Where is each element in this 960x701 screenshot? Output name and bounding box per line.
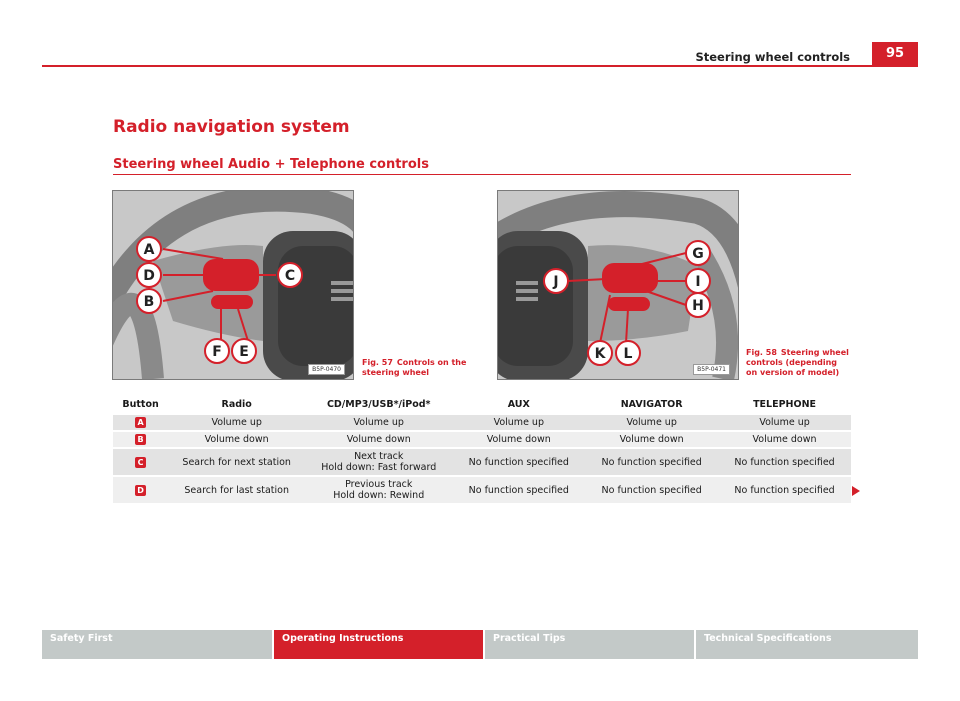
footer-tab-operating-instructions[interactable]: Operating Instructions [274, 630, 483, 659]
footer-tab-practical-tips[interactable]: Practical Tips [485, 630, 694, 659]
cell-tel: No function specified [718, 448, 851, 476]
cell-nav: No function specified [585, 476, 718, 504]
figure-57-image [112, 190, 354, 380]
table-row [113, 476, 851, 504]
cell-cd-line2: Hold down: Fast forward [321, 462, 437, 473]
section-title: Radio navigation system [113, 117, 350, 137]
cell-nav: Volume down [585, 431, 718, 448]
callout-label: J [553, 274, 559, 290]
callout-label: G [692, 246, 704, 262]
callout-label: A [143, 242, 155, 258]
figure-57-caption [362, 358, 470, 378]
controls-table [113, 396, 851, 505]
page-number: 95 [872, 42, 918, 66]
cell-radio: Search for next station [168, 448, 305, 476]
button-letter-badge: A [135, 417, 146, 428]
callout-label: H [692, 298, 704, 314]
col-navigator: NAVIGATOR [585, 396, 718, 415]
cell-aux: Volume up [452, 415, 585, 432]
callout-label: C [284, 268, 296, 284]
continue-arrow-icon [852, 486, 860, 496]
callout-label: L [623, 346, 633, 362]
cell-nav: No function specified [585, 448, 718, 476]
cell-cd: Volume up [305, 415, 452, 432]
section-subtitle: Steering wheel Audio + Telephone controls [113, 157, 429, 172]
cell-cd [305, 448, 452, 476]
figure-caption-text: Steering wheel controls (depending on version of model) [746, 348, 849, 377]
cell-nav: Volume up [585, 415, 718, 432]
button-letter-badge: D [135, 485, 146, 496]
col-button: Button [113, 396, 168, 415]
callout-label: F [212, 344, 222, 360]
figure-number: Fig. 57 [362, 358, 393, 367]
figure-58-caption [746, 348, 850, 378]
cell-cd-line1: Next track [354, 451, 404, 462]
callout-label: K [594, 346, 606, 362]
footer-nav [42, 630, 918, 659]
header-rule [42, 65, 918, 67]
callout-label: D [143, 268, 155, 284]
callout-label: B [143, 294, 155, 310]
cell-cd [305, 476, 452, 504]
cell-cd-line2: Hold down: Rewind [333, 490, 425, 501]
cell-tel: Volume down [718, 431, 851, 448]
figure-58-image [497, 190, 739, 380]
cell-radio: Search for last station [168, 476, 305, 504]
cell-radio: Volume down [168, 431, 305, 448]
cell-cd-line1: Previous track [345, 479, 413, 490]
cell-radio: Volume up [168, 415, 305, 432]
button-letter-badge: C [135, 457, 146, 468]
steering-wheel-left-illustration [113, 191, 353, 379]
cell-aux: Volume down [452, 431, 585, 448]
cell-cd: Volume down [305, 431, 452, 448]
figure-code: B5P-0471 [693, 364, 730, 375]
table-row [113, 415, 851, 432]
cell-aux: No function specified [452, 448, 585, 476]
button-letter-badge: B [135, 434, 146, 445]
footer-tab-technical-specifications[interactable]: Technical Specifications [696, 630, 918, 659]
figure-caption-text: Controls on the steering wheel [362, 358, 467, 377]
steering-wheel-right-illustration [498, 191, 738, 379]
table-row [113, 431, 851, 448]
table-header-row [113, 396, 851, 415]
cell-tel: No function specified [718, 476, 851, 504]
callout-label: I [695, 274, 701, 290]
running-title: Steering wheel controls [695, 50, 850, 64]
cell-tel: Volume up [718, 415, 851, 432]
callout-label: E [239, 344, 249, 360]
col-cd: CD/MP3/USB*/iPod* [305, 396, 452, 415]
figure-code: B5P-0470 [308, 364, 345, 375]
cell-aux: No function specified [452, 476, 585, 504]
col-radio: Radio [168, 396, 305, 415]
figure-number: Fig. 58 [746, 348, 777, 357]
col-telephone: TELEPHONE [718, 396, 851, 415]
footer-tab-safety-first[interactable]: Safety First [42, 630, 272, 659]
subtitle-rule [113, 174, 851, 175]
table-row [113, 448, 851, 476]
col-aux: AUX [452, 396, 585, 415]
